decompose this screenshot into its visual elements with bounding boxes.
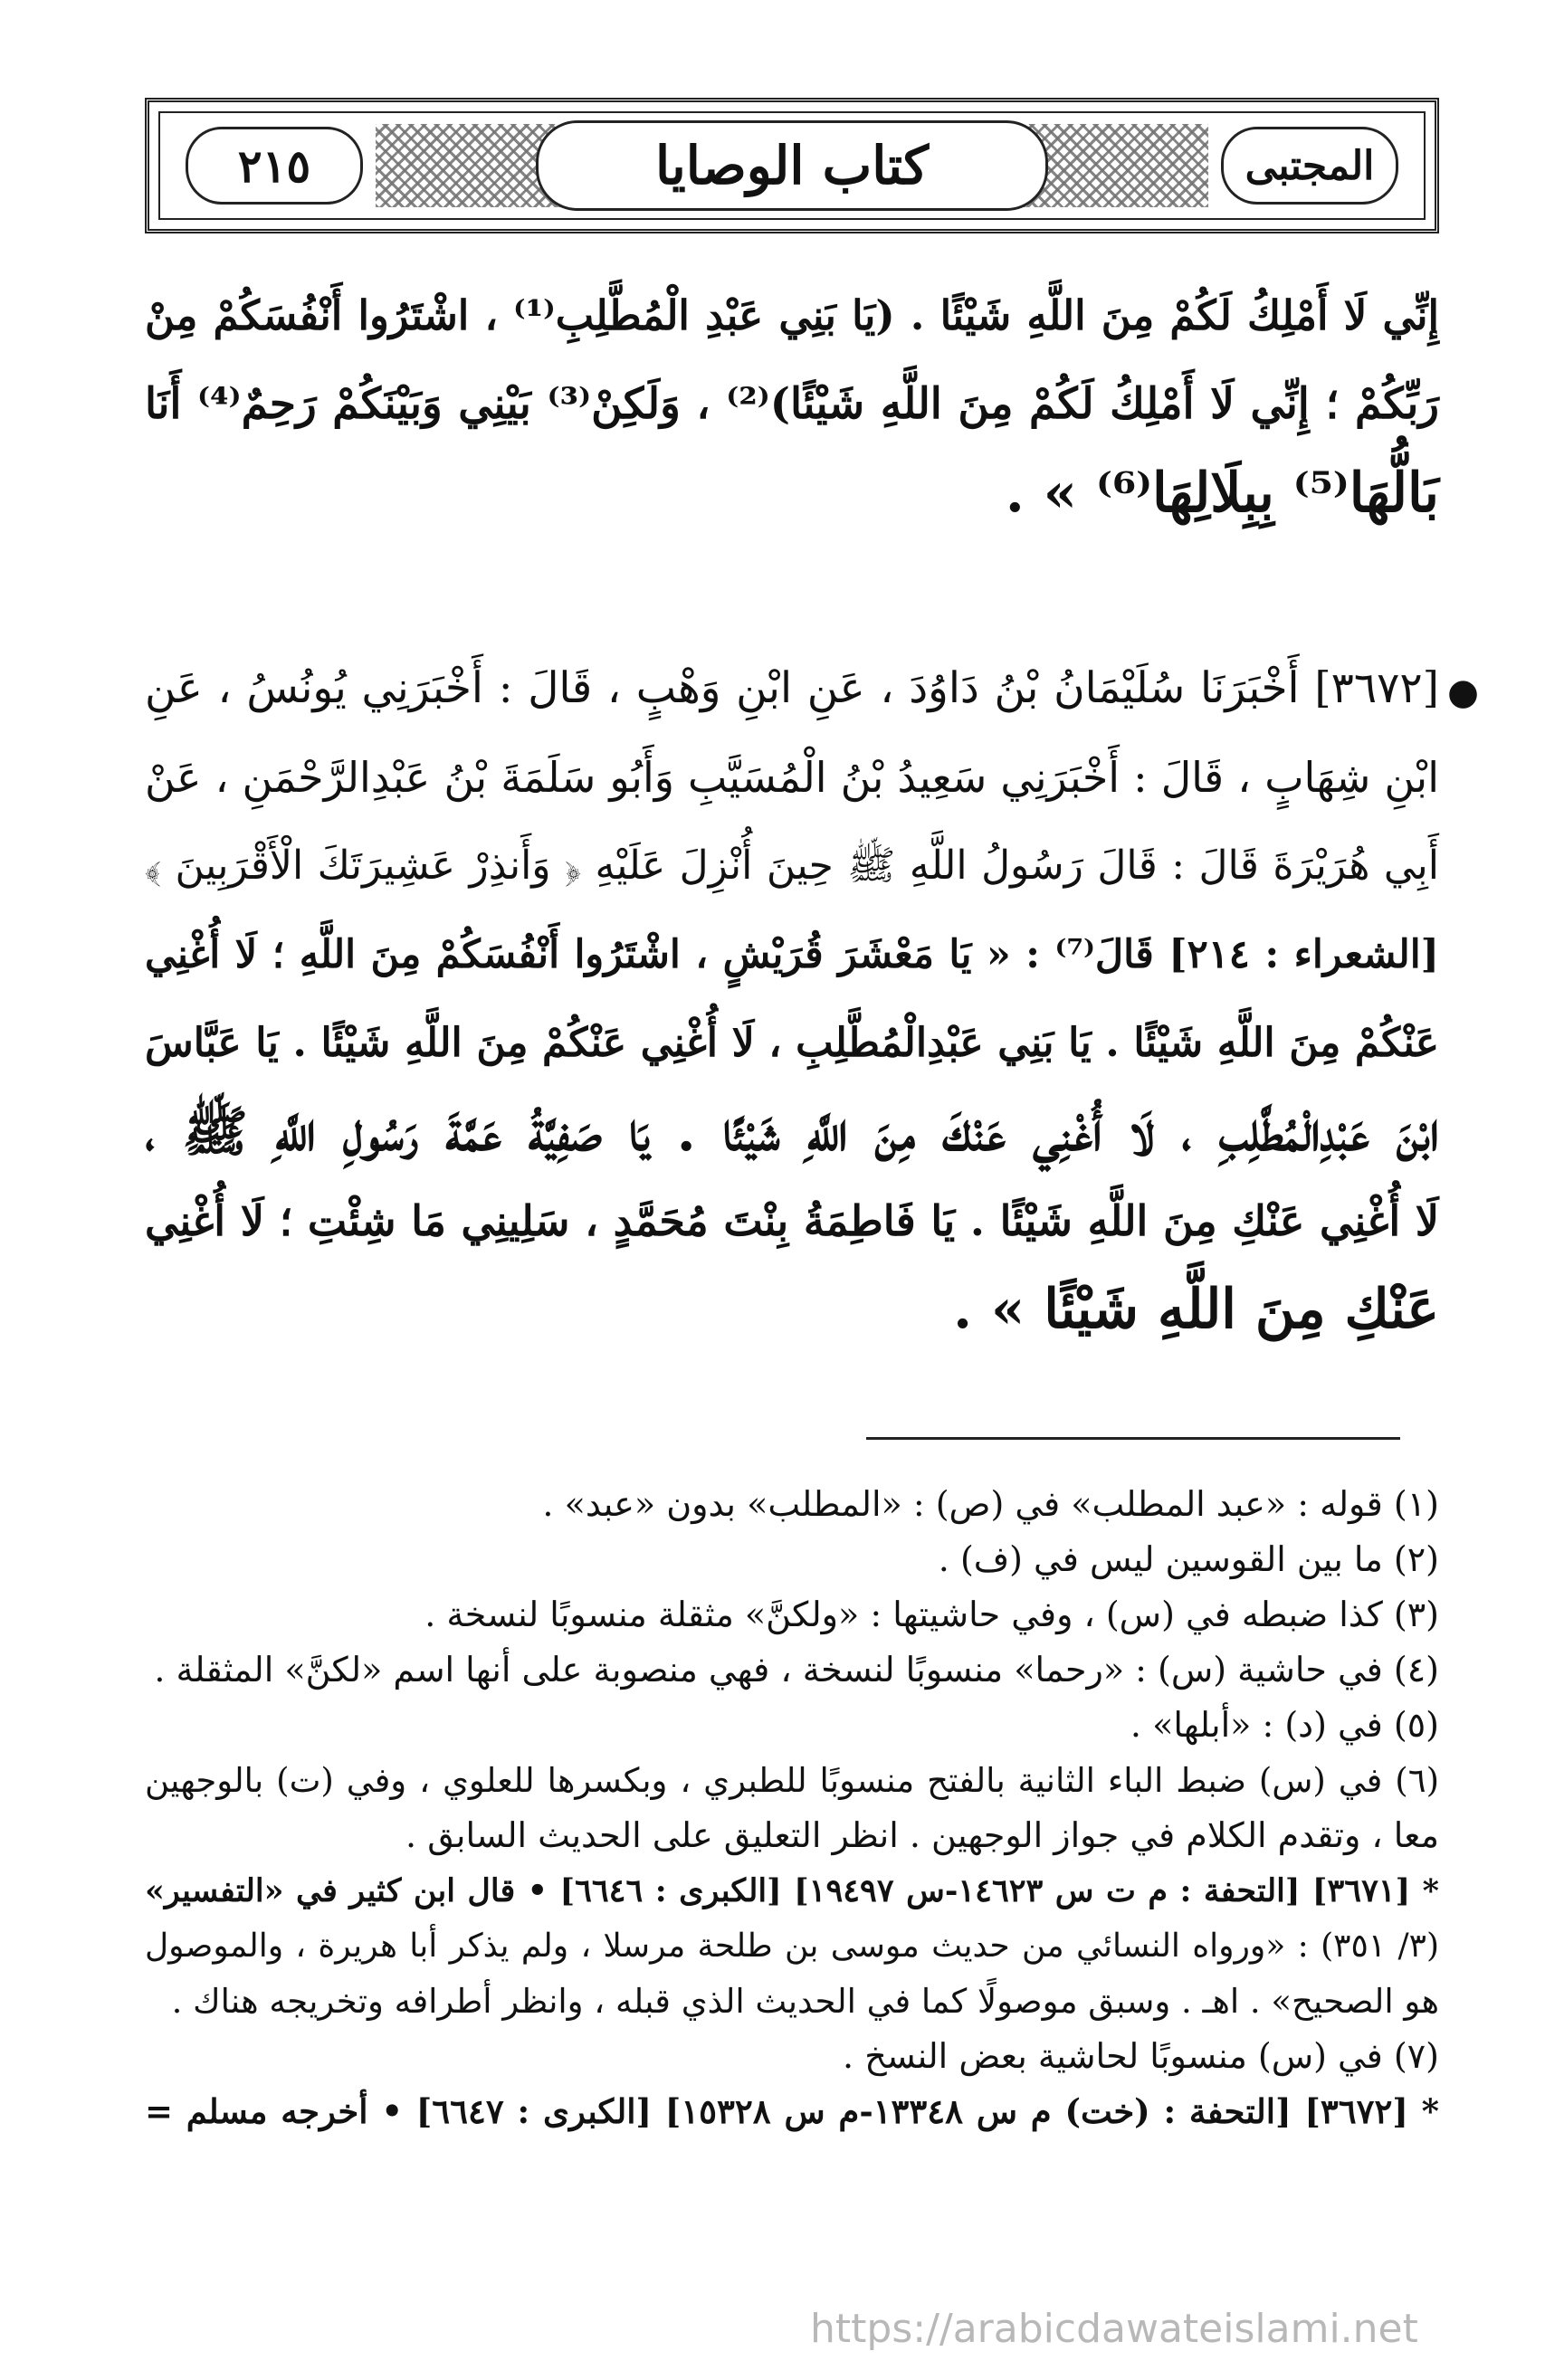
takhrij-note: (٣/ ٣٥١) : «ورواه النسائي من حديث موسى بن طلحة مرسلا ، ولم يذكر أبا هريرة ، والموصول <box>145 1928 1439 1965</box>
footnote: معا ، وتقدم الكلام في جواز الوجهين . انظر التعليق على الحديث السابق . <box>405 1815 1439 1855</box>
footnote: (١) قوله : «عبد المطلب» في (ص) : «المطلب» بدون «عبد» . <box>542 1484 1439 1524</box>
text-line: إِنِّي لَا أَمْلِكُ لَكُمْ مِنَ اللَّهِ شَيْئًا . (يَا بَنِي عَبْدِ الْمُطَّلِبِ⁽¹⁾ ، اشْتَرُوا أَنْفُسَكُمْ مِنْ <box>145 291 1440 339</box>
hadith-3672 <box>145 644 1479 1354</box>
footnote: (٤) في حاشية (س) : «رحما» منسوبًا لنسخة ، فهي منصوبة على أنها اسم «لكنَّ» المثقلة . <box>154 1650 1439 1690</box>
chapter-title: كتاب الوصايا <box>654 135 930 196</box>
footnote: (٦) في (س) ضبط الباء الثانية بالفتح منسوبًا للطبري ، وبكسرها للعلوي ، وفي (ت) بالوجهين <box>145 1761 1439 1800</box>
text-line: أَبِي هُرَيْرَةَ قَالَ : قَالَ رَسُولُ اللَّهِ ﷺ حِينَ أُنْزِلَ عَلَيْهِ ﴿ وَأَنذِرْ عَشِيرَتَكَ الْأَقْرَبِينَ ﴾ <box>145 843 1439 889</box>
page-number-cartouche <box>186 127 363 205</box>
text-line: لَا أُغْنِي عَنْكِ مِنَ اللَّهِ شَيْئًا . يَا فَاطِمَةُ بِنْتَ مُحَمَّدٍ ، سَلِينِي مَا شِئْتِ ؛ لَا أُغْنِي <box>145 1196 1439 1245</box>
text-line: [الشعراء : ٢١٤] قَالَ⁽⁷⁾ : « يَا مَعْشَرَ قُرَيْشٍ ، اشْتَرُوا أَنْفُسَكُمْ مِنَ اللَّهِ ؛ لَا أُغْنِي <box>145 932 1439 977</box>
footnote-separator <box>866 1437 1400 1440</box>
text-line: بَالُّهَا⁽⁵⁾ بِبِلَالِهَا⁽⁶⁾ » . <box>1005 462 1439 525</box>
text-line: رَبِّكُمْ ؛ إِنِّي لَا أَمْلِكُ لَكُمْ مِنَ اللَّهِ شَيْئًا)⁽²⁾ ، وَلَكِنْ⁽³⁾ بَيْنِي وَبَيْنَكُمْ رَحِمٌ⁽⁴⁾ أَنَا <box>145 379 1439 429</box>
footnote: (٧) في (س) منسوبًا لحاشية بعض النسخ . <box>843 2036 1439 2076</box>
text-line: ابْنَ عَبْدِالْمُطَّلِبِ ، لَا أُغْنِي عَنْكَ مِنَ اللَّهِ شَيْئًا . يَا صَفِيَّةُ عَمَّةَ رَسُولِ اللَّهِ ﷺ ، <box>145 1100 1439 1164</box>
footnote: (٣) كذا ضبطه في (س) ، وفي حاشيتها : «ولكنَّ» مثقلة منسوبًا لنسخة . <box>424 1595 1439 1634</box>
chapter-title-cartouche <box>536 120 1048 211</box>
bullet-icon: ● <box>1447 671 1479 713</box>
text-line: عَنْكِ مِنَ اللَّهِ شَيْئًا » . <box>953 1278 1439 1341</box>
text-line: عَنْكُمْ مِنَ اللَّهِ شَيْئًا . يَا بَنِي عَبْدِالْمُطَّلِبِ ، لَا أُغْنِي عَنْكُمْ مِنَ اللَّهِ شَيْئًا . يَا عَبَّاسَ <box>145 1020 1439 1066</box>
book-title: المجتبى <box>1245 142 1375 189</box>
footnote: (٢) ما بين القوسين ليس في (ف) . <box>938 1539 1439 1579</box>
text-line: [٣٦٧٢] أَخْبَرَنَا سُلَيْمَانُ بْنُ دَاوُدَ ، عَنِ ابْنِ وَهْبٍ ، قَالَ : أَخْبَرَنِي يُونُسُ ، عَنِ <box>145 663 1439 713</box>
takhrij-note: * [٣٦٧١] [التحفة : م ت س ١٤٦٢٣-س ١٩٤٩٧] [الكبرى : ٦٦٤٦] • قال ابن كثير في «التفسير» <box>145 1872 1439 1909</box>
hadith-continuation <box>145 271 1439 538</box>
takhrij-note: * [٣٦٧٢] [التحفة : (خت) م س ١٣٣٤٨-م س ١٥٣٢٨] [الكبرى : ٦٦٤٧] • أخرجه مسلم = <box>145 2091 1439 2131</box>
takhrij-note: هو الصحيح» . اهـ . وسبق موصولًا كما في الحديث الذي قبله ، وانظر أطرافه وتخريجه هناك . <box>171 1982 1439 2021</box>
page-header <box>145 98 1439 233</box>
watermark-url: https://arabicdawateislami.net <box>810 2306 1418 2352</box>
page-number: ٢١٥ <box>237 138 311 193</box>
footnotes <box>145 1477 1439 2139</box>
footnote: (٥) في (د) : «أبلها» . <box>1130 1705 1439 1745</box>
text-line: ابْنِ شِهَابٍ ، قَالَ : أَخْبَرَنِي سَعِيدُ بْنُ الْمُسَيَّبِ وَأَبُو سَلَمَةَ بْنُ عَبْدِالرَّحْمَنِ ، عَنْ <box>145 753 1439 802</box>
book-title-cartouche <box>1221 127 1398 205</box>
